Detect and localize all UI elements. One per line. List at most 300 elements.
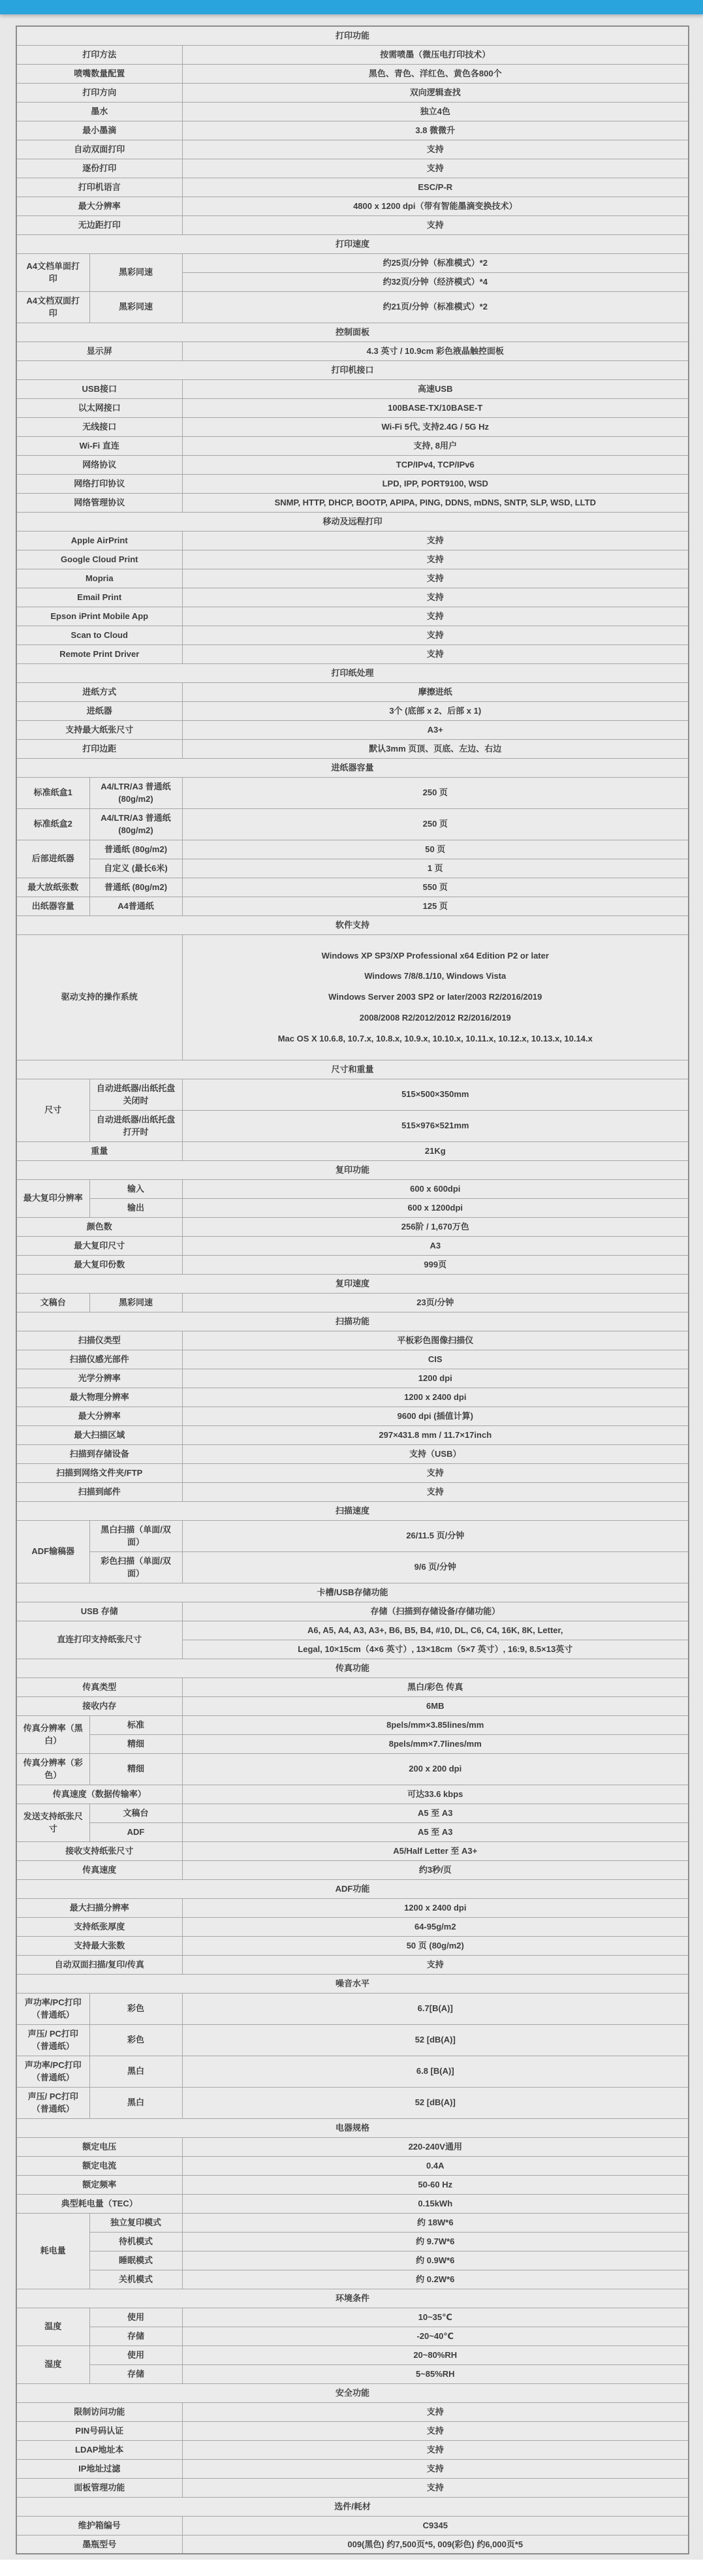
spec-value-cell: A5 至 A3 [182,1822,689,1841]
spec-label-cell: Wi-Fi 直连 [16,436,182,455]
spec-value-cell: 独立4色 [182,102,689,121]
spec-row [16,701,689,720]
spec-row [16,720,689,739]
spec-label-cell: 最小墨滴 [16,121,182,140]
spec-label-cell: 喷嘴数量配置 [16,64,182,83]
spec-value-cell: 支持 [182,531,689,550]
spec-label-cell: 出纸器容量 [16,897,89,915]
spec-row [16,1293,689,1312]
section-title: ADF功能 [16,1879,689,1898]
section-title: 安全功能 [16,2383,689,2402]
spec-value-cell: 支持 [182,2402,689,2421]
spec-label-cell: 接收支持纸张尺寸 [16,1841,182,1860]
spec-value-cell: 6MB [182,1696,689,1715]
spec-value-cell: 默认3mm 页顶、页底、左边、右边 [182,739,689,758]
spec-value-cell: 8pels/mm×3.85lines/mm [182,1715,689,1734]
spec-value-cell: 5~85%RH [182,2364,689,2383]
spec-row [16,2175,689,2194]
spec-label-cell: 驱动支持的操作系统 [16,934,182,1060]
spec-sublabel-cell: 文稿台 [89,1804,182,1822]
spec-label-cell: 接收内存 [16,1696,182,1715]
spec-value-cell: 支持 [182,159,689,178]
spec-label-cell: 额定电压 [16,2137,182,2156]
section-title: 噪音水平 [16,1974,689,1993]
spec-label-cell: 典型耗电量（TEC） [16,2194,182,2213]
spec-label-cell: Apple AirPrint [16,531,182,550]
spec-label-cell: 墨水 [16,102,182,121]
spec-label-cell: 最大分辨率 [16,197,182,215]
section-header-row [16,1879,689,1898]
spec-label-cell: 传真分辨率（彩色） [16,1753,89,1785]
spec-row [16,1955,689,1974]
spec-row [16,1993,689,2024]
spec-label-cell: 声功率/PC打印（普通纸） [16,1993,89,2024]
spec-value-cell: 52 [dB(A)] [182,2024,689,2056]
spec-sublabel-cell: A4/LTR/A3 普通纸 (80g/m2) [89,777,182,808]
spec-row [16,1860,689,1879]
spec-row [16,398,689,417]
spec-label-cell: LDAP地址本 [16,2440,182,2459]
spec-value-cell: 999页 [182,1255,689,1274]
section-title: 移动及远程打印 [16,512,689,531]
os-support-line: 2008/2008 R2/2012/2012 R2/2016/2019 [359,1013,511,1023]
spec-value-cell: 可达33.6 kbps [182,1785,689,1804]
os-support-line: Windows XP SP3/XP Professional x64 Edition P2 or later [321,950,549,961]
spec-label-cell: 网络管理协议 [16,493,182,512]
spec-row [16,1520,689,1551]
section-header-row [16,1659,689,1678]
spec-row [16,1350,689,1369]
spec-value-cell: 4.3 英寸 / 10.9cm 彩色液晶触控面板 [182,342,689,360]
spec-sublabel-cell: 独立复印模式 [89,2213,182,2232]
spec-row [16,1331,689,1350]
spec-value-cell: 约21页/分钟（标准模式）*2 [182,291,689,323]
spec-row [16,897,689,915]
section-header-row [16,360,689,379]
section-title: 复印功能 [16,1160,689,1179]
spec-value-cell: 3个 (底部 x 2、后部 x 1) [182,701,689,720]
spec-label-cell: 最大复印分辨率 [16,1179,89,1217]
spec-value-cell: 支持 [182,626,689,644]
spec-value-cell: 支持 [182,1463,689,1482]
section-title: 扫描速度 [16,1501,689,1520]
spec-value-cell: A3 [182,1236,689,1255]
spec-row [16,1482,689,1501]
section-title: 打印机接口 [16,360,689,379]
spec-label-cell: 打印机语言 [16,178,182,197]
spec-row [16,1198,689,1217]
spec-label-cell: 扫描仪类型 [16,1331,182,1350]
spec-row [16,455,689,474]
spec-label-cell: 限制访问功能 [16,2402,182,2421]
section-header-row [16,26,689,45]
spec-value-cell: 50-60 Hz [182,2175,689,2194]
spec-value-cell: 支持 [182,588,689,607]
spec-label-cell: 湿度 [16,2345,89,2383]
spec-sublabel-cell: A4普通纸 [89,897,182,915]
spec-row [16,2421,689,2440]
spec-value-cell: 约25页/分钟（标准模式）*2 [182,253,689,272]
spec-row [16,2024,689,2056]
spec-sublabel-cell: 普通纸 (80g/m2) [89,878,182,897]
spec-row [16,840,689,859]
spec-label-cell: 额定频率 [16,2175,182,2194]
spec-label-cell: 最大扫描区域 [16,1425,182,1444]
spec-value-cell: 550 页 [182,878,689,897]
spec-value-cell: 3.8 微微升 [182,121,689,140]
spec-row [16,342,689,360]
spec-label-cell: USB接口 [16,379,182,398]
spec-value-cell: 黑色、青色、洋红色、黄色各800个 [182,64,689,83]
spec-row [16,808,689,840]
spec-row [16,1822,689,1841]
spec-value-cell: 支持（USB） [182,1444,689,1463]
spec-label-cell: 最大扫描分辨率 [16,1898,182,1917]
spec-row [16,1785,689,1804]
spec-value-cell: 约 0.2W*6 [182,2270,689,2289]
section-title: 扫描功能 [16,1312,689,1331]
spec-label-cell: Google Cloud Print [16,550,182,569]
spec-row [16,121,689,140]
spec-label-cell: 无边距打印 [16,215,182,234]
spec-value-cell: 8pels/mm×7.7lines/mm [182,1734,689,1753]
spec-label-cell: 颜色数 [16,1217,182,1236]
spec-row [16,1079,689,1110]
spec-value-cell: A3+ [182,720,689,739]
spec-sublabel-cell: 彩色扫描（单面/双面） [89,1551,182,1583]
spec-row [16,1141,689,1160]
spec-label-cell: 支持最大纸张尺寸 [16,720,182,739]
spec-sublabel-cell: 自动进纸器/出纸托盘打开时 [89,1110,182,1141]
spec-row [16,436,689,455]
section-header-row [16,2497,689,2516]
spec-row [16,1898,689,1917]
spec-row [16,1841,689,1860]
spec-value-cell: Wi-Fi 5代, 支持2.4G / 5G Hz [182,417,689,436]
section-title: 软件支持 [16,915,689,934]
spec-row [16,2402,689,2421]
spec-label-cell: 发送支持纸张尺寸 [16,1804,89,1841]
spec-label-cell: 进纸方式 [16,682,182,701]
spec-row [16,291,689,323]
spec-value-cell: 支持 [182,2478,689,2497]
section-header-row [16,663,689,682]
spec-value-cell: 支持 [182,550,689,569]
section-header-row [16,1060,689,1079]
spec-row [16,2535,689,2554]
spec-value-cell: 按需喷墨（微压电打印技术） [182,45,689,64]
spec-row [16,1804,689,1822]
spec-row [16,2459,689,2478]
spec-row [16,2056,689,2087]
spec-label-cell: 进纸器 [16,701,182,720]
spec-row [16,474,689,493]
spec-label-cell: 标准纸盒2 [16,808,89,840]
spec-value-cell: 平板彩色图像扫描仪 [182,1331,689,1350]
spec-row [16,1696,689,1715]
spec-value-cell: 支持 [182,140,689,159]
section-title: 打印纸处理 [16,663,689,682]
section-title: 环境条件 [16,2289,689,2308]
spec-row [16,934,689,1060]
spec-value-cell: 600 x 600dpi [182,1179,689,1198]
spec-row [16,878,689,897]
spec-sublabel-cell: 自定义 (最长6米) [89,859,182,878]
spec-label-cell: 最大物理分辨率 [16,1388,182,1407]
spec-label-cell: 面板管理功能 [16,2478,182,2497]
spec-value-cell: 1200 dpi [182,1369,689,1388]
spec-label-cell: 最大复印份数 [16,1255,182,1274]
spec-value-cell: 约3秒/页 [182,1860,689,1879]
spec-value-cell: C9345 [182,2516,689,2535]
spec-row [16,1179,689,1198]
spec-label-cell: IP地址过滤 [16,2459,182,2478]
spec-sublabel-cell: 黑彩同速 [89,253,182,291]
spec-value-cell: LPD, IPP, PORT9100, WSD [182,474,689,493]
spec-label-cell: 声功率/PC打印（普通纸） [16,2056,89,2087]
spec-value-cell: 0.4A [182,2156,689,2175]
spec-value-cell: ESC/P-R [182,178,689,197]
section-title: 打印速度 [16,234,689,253]
spec-sublabel-cell: 存储 [89,2327,182,2345]
spec-value-cell: 约32页/分钟（经济模式）*4 [182,272,689,291]
spec-row [16,739,689,758]
spec-value-cell: A6, A5, A4, A3, A3+, B6, B5, B4, #10, DL, C6, C4, 16K, 8K, Letter, [182,1621,689,1640]
section-title: 卡槽/USB存储功能 [16,1583,689,1602]
spec-row [16,2087,689,2118]
spec-value-cell: -20~40℃ [182,2327,689,2345]
spec-sublabel-cell: 黑白扫描（单面/双面） [89,1520,182,1551]
spec-value-cell: 64-95g/m2 [182,1917,689,1936]
spec-value-cell: 9600 dpi (插值计算) [182,1407,689,1425]
spec-value-cell: 支持 [182,1482,689,1501]
spec-label-cell: A4文档单面打印 [16,253,89,291]
spec-value-cell: 10~35℃ [182,2308,689,2327]
spec-row [16,2327,689,2345]
spec-row [16,1715,689,1734]
spec-label-cell: 打印方法 [16,45,182,64]
spec-value-cell: Legal, 10×15cm（4×6 英寸）, 13×18cm（5×7 英寸）, 16:9, 8.5×13英寸 [182,1640,689,1659]
spec-label-cell: 支持最大张数 [16,1936,182,1955]
spec-value-cell: 支持 [182,215,689,234]
spec-row [16,253,689,272]
spec-value-cell: 4800 x 1200 dpi（带有智能墨滴变换技术） [182,197,689,215]
spec-sublabel-cell: 普通纸 (80g/m2) [89,840,182,859]
spec-sublabel-cell: 待机模式 [89,2232,182,2251]
spec-sublabel-cell: 黑白 [89,2056,182,2087]
spec-sublabel-cell: 自动进纸器/出纸托盘关闭时 [89,1079,182,1110]
spec-row [16,140,689,159]
spec-row [16,2232,689,2251]
spec-row [16,531,689,550]
spec-sublabel-cell: 精细 [89,1734,182,1753]
section-header-row [16,1160,689,1179]
spec-row [16,379,689,398]
spec-value-cell: 0.15kWh [182,2194,689,2213]
spec-value-cell: 100BASE-TX/10BASE-T [182,398,689,417]
spec-row [16,1463,689,1482]
spec-label-cell: 扫描到邮件 [16,1482,182,1501]
spec-value-cell: 黑白/彩色 传真 [182,1678,689,1696]
spec-label-cell: 自动双面扫描/复印/传真 [16,1955,182,1974]
spec-row [16,1602,689,1621]
spec-label-cell: 以太网接口 [16,398,182,417]
spec-row [16,215,689,234]
spec-value-cell: A5/Half Letter 至 A3+ [182,1841,689,1860]
spec-label-cell: 扫描到网络文件夹/FTP [16,1463,182,1482]
spec-table [16,25,689,2554]
spec-value-cell: 约 9.7W*6 [182,2232,689,2251]
spec-row [16,607,689,626]
section-title: 控制面板 [16,323,689,342]
spec-label-cell: 后部进纸器 [16,840,89,878]
spec-sublabel-cell: 黑彩同速 [89,291,182,323]
spec-label-cell: 传真速度（数据传输率） [16,1785,182,1804]
spec-value-cell: 125 页 [182,897,689,915]
section-title: 选件/耗材 [16,2497,689,2516]
spec-sublabel-cell: 输入 [89,1179,182,1198]
spec-label-cell: 声压/ PC打印（普通纸） [16,2087,89,2118]
spec-row [16,2308,689,2327]
spec-row [16,1551,689,1583]
os-support-line: Windows Server 2003 SP2 or later/2003 R2/2016/2019 [328,992,542,1002]
spec-row [16,550,689,569]
spec-row [16,1444,689,1463]
spec-label-cell: USB 存储 [16,1602,182,1621]
spec-label-cell: Epson iPrint Mobile App [16,607,182,626]
spec-row [16,2270,689,2289]
spec-value-cell: 1200 x 2400 dpi [182,1898,689,1917]
spec-label-cell: 逐份打印 [16,159,182,178]
spec-row [16,1678,689,1696]
spec-value-cell: A5 至 A3 [182,1804,689,1822]
spec-row [16,2364,689,2383]
spec-label-cell: 显示屏 [16,342,182,360]
spec-sublabel-cell: 彩色 [89,1993,182,2024]
spec-row [16,197,689,215]
spec-sublabel-cell: A4/LTR/A3 普通纸 (80g/m2) [89,808,182,840]
spec-value-cell: 297×431.8 mm / 11.7×17inch [182,1425,689,1444]
section-header-row [16,2118,689,2137]
spec-row [16,1236,689,1255]
spec-value-cell: 支持 [182,2421,689,2440]
spec-value-cell: 515×500×350mm [182,1079,689,1110]
spec-value-cell: 摩擦进纸 [182,682,689,701]
spec-sublabel-cell: ADF [89,1822,182,1841]
spec-label-cell: 光学分辨率 [16,1369,182,1388]
spec-label-cell: 扫描到存储设备 [16,1444,182,1463]
spec-row [16,588,689,607]
spec-row [16,1369,689,1388]
top-banner [0,0,703,14]
spec-label-cell: 文稿台 [16,1293,89,1312]
spec-value-cell [182,934,689,1060]
spec-value-cell: 250 页 [182,777,689,808]
spec-row [16,1110,689,1141]
spec-row [16,1425,689,1444]
spec-label-cell: 墨瓶型号 [16,2535,182,2554]
spec-value-cell: 支持 [182,569,689,588]
spec-sublabel-cell: 睡眠模式 [89,2251,182,2270]
spec-value-cell: 009(黑色) 约7,500页*5, 009(彩色) 约6,000页*5 [182,2535,689,2554]
spec-label-cell: 最大放纸张数 [16,878,89,897]
section-header-row [16,1274,689,1293]
spec-value-cell: TCP/IPv4, TCP/IPv6 [182,455,689,474]
spec-row [16,2137,689,2156]
spec-label-cell: 重量 [16,1141,182,1160]
spec-label-cell: 耗电量 [16,2213,89,2289]
spec-label-cell: 打印方向 [16,83,182,102]
spec-value-cell: 26/11.5 页/分钟 [182,1520,689,1551]
section-header-row [16,2383,689,2402]
section-title: 尺寸和重量 [16,1060,689,1079]
spec-label-cell: 声压/ PC打印（普通纸） [16,2024,89,2056]
spec-sublabel-cell: 标准 [89,1715,182,1734]
spec-row [16,102,689,121]
spec-value-cell: 250 页 [182,808,689,840]
spec-row [16,159,689,178]
spec-label-cell: A4文档双面打印 [16,291,89,323]
spec-label-cell: 额定电流 [16,2156,182,2175]
spec-value-cell: CIS [182,1350,689,1369]
spec-value-cell: 支持 [182,2440,689,2459]
spec-value-cell: 约 18W*6 [182,2213,689,2232]
spec-row [16,1621,689,1640]
os-support-line: Mac OS X 10.6.8, 10.7.x, 10.8.x, 10.9.x, 10.10.x, 10.11.x, 10.12.x, 10.13.x, 10.14.x [277,1033,593,1043]
section-header-row [16,512,689,531]
spec-value-cell: 52 [dB(A)] [182,2087,689,2118]
os-support-line: Windows 7/8/8.1/10, Windows Vista [364,971,507,981]
spec-row [16,569,689,588]
spec-value-cell: SNMP, HTTP, DHCP, BOOTP, APIPA, PING, DDNS, mDNS, SNTP, SLP, WSD, LLTD [182,493,689,512]
spec-row [16,2478,689,2497]
spec-row [16,2516,689,2535]
spec-row [16,2213,689,2232]
spec-row [16,2251,689,2270]
spec-row [16,1753,689,1785]
spec-label-cell: 打印边距 [16,739,182,758]
spec-label-cell: 最大分辨率 [16,1407,182,1425]
spec-row [16,644,689,663]
spec-value-cell: 双向逻辑查找 [182,83,689,102]
section-header-row [16,2289,689,2308]
spec-label-cell: 无线接口 [16,417,182,436]
section-header-row [16,1583,689,1602]
spec-label-cell: 传真速度 [16,1860,182,1879]
spec-row [16,1734,689,1753]
spec-row [16,859,689,878]
spec-value-cell: 600 x 1200dpi [182,1198,689,1217]
spec-sublabel-cell: 彩色 [89,2024,182,2056]
spec-row [16,1388,689,1407]
section-header-row [16,1312,689,1331]
spec-sublabel-cell: 黑彩同速 [89,1293,182,1312]
section-header-row [16,1974,689,1993]
spec-row [16,2345,689,2364]
spec-value-cell: 支持 [182,1955,689,1974]
spec-value-cell: 1 页 [182,859,689,878]
spec-row [16,64,689,83]
spec-row [16,45,689,64]
section-title: 传真功能 [16,1659,689,1678]
spec-label-cell: 网络打印协议 [16,474,182,493]
spec-value-cell: 21Kg [182,1141,689,1160]
section-header-row [16,758,689,777]
spec-value-cell: 6.8 [B(A)] [182,2056,689,2087]
spec-row [16,777,689,808]
spec-label-cell: 支持纸张厚度 [16,1917,182,1936]
spec-row [16,493,689,512]
